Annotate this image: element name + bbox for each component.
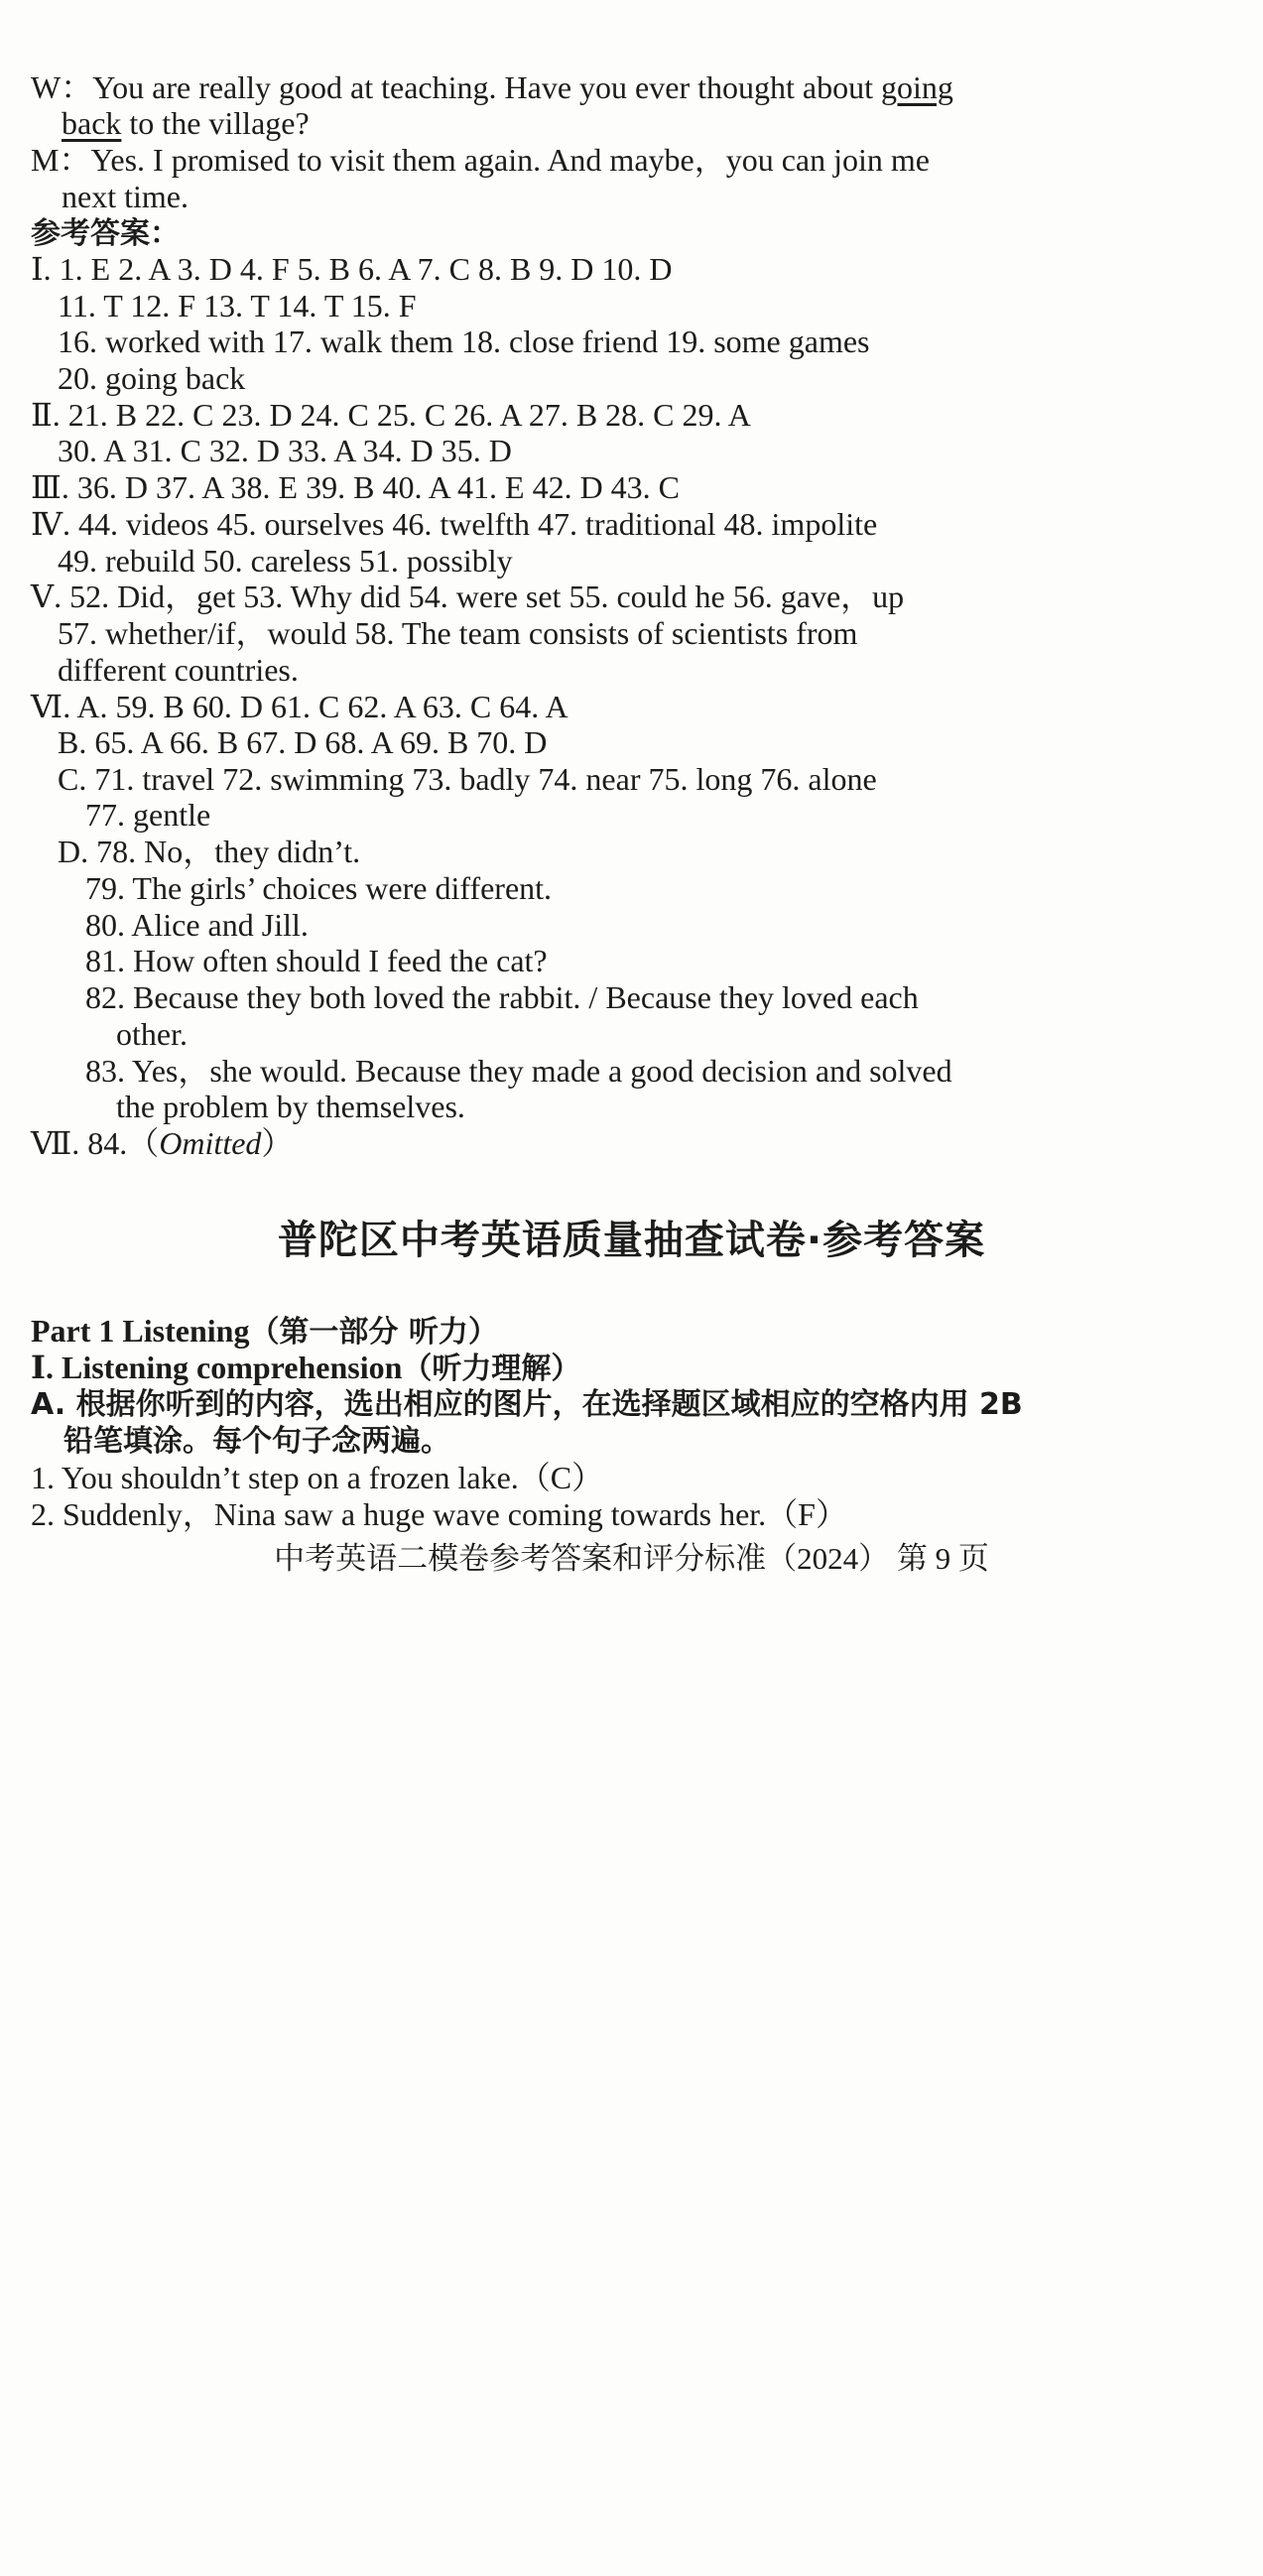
answer-line: Ⅱ. 21. B 22. C 23. D 24. C 25. C 26. A 27. B 28. C 29. A [31,397,751,433]
answer-line: C. 71. travel 72. swimming 73. badly 74. near 75. long 76. alone [58,761,877,797]
part1-cn: （第一部分 听力） [249,1315,498,1350]
section-title: 普陀区中考英语质量抽查试卷·参考答案 [277,1218,986,1263]
answer-line: Ⅲ. 36. D 37. A 38. E 39. B 40. A 41. E 42. D 43. C [31,469,681,505]
dialogue-text: Yes. I promised to visit them again. And maybe，you can join me [90,142,931,178]
answer-line: D. 78. No，they didn’t. [58,834,361,869]
listening-item: 2. Suddenly，Nina saw a huge wave coming towards her.（F） [31,1496,847,1532]
answer-line: Ⅴ. 52. Did，get 53. Why did 54. were set 55. could he 56. gave，up [31,579,905,614]
part1-subheading [31,1348,580,1389]
answer-line: 30. A 31. C 32. D 33. A 34. D 35. D [58,433,512,468]
listening-item: 1. You shouldn’t step on a frozen lake.（C） [31,1460,604,1495]
answer-line: 57. whether/if，would 58. The team consists of scientists from [58,615,858,651]
answer-line: Ⅰ. 1. E 2. A 3. D 4. F 5. B 6. A 7. C 8. B 9. D 10. D [31,251,673,287]
answer-line: Ⅳ. 44. videos 45. ourselves 46. twelfth 47. traditional 48. impolite [31,506,878,542]
instruction-a-line-2: 铅笔填涂。每个句子念两遍。 [63,1424,450,1459]
dialogue-m-line-2: next time. [62,179,189,214]
part1-sub-label: Ⅰ. Listening comprehension [31,1350,403,1385]
answer-line: 77. gentle [85,797,211,833]
answer-line: 49. rebuild 50. careless 51. possibly [58,543,513,579]
dialogue-w-line-1 [31,67,953,107]
underlined-word: back [62,105,122,141]
answer-line: other. [116,1016,188,1052]
dialogue-m-line-1 [31,140,930,180]
answer-line: 82. Because they both loved the rabbit. / Because they loved each [85,979,919,1015]
part1-label: Part 1 Listening [31,1313,250,1349]
part1-heading [31,1311,498,1352]
answer-line: different countries. [58,652,299,688]
omitted-word: Omitted [159,1125,262,1161]
speaker-m: M： [31,142,91,178]
answer-line: 83. Yes，she would. Because they made a good decision and solved [85,1053,952,1089]
underlined-word: going [880,69,953,105]
part1-sub-cn: （听力理解） [402,1352,581,1386]
answer-line-omitted [31,1123,293,1163]
answer-line: 11. T 12. F 13. T 14. T 15. F [58,288,417,323]
page-footer: 中考英语二模卷参考答案和评分标准（2024） 第 9 页 [274,1541,989,1576]
answer-line: 20. going back [58,360,246,396]
answer-line: 81. How often should I feed the cat? [85,943,548,978]
answer-line: 16. worked with 17. walk them 18. close friend 19. some games [58,323,870,359]
dialogue-w-line-2 [62,103,310,143]
dialogue-text: You are really good at teaching. Have you ever thought about [92,69,881,105]
answer-line: 79. The girls’ choices were different. [85,870,553,906]
answer-line: 80. Alice and Jill. [85,907,309,943]
answer-line: B. 65. A 66. B 67. D 68. A 69. B 70. D [58,724,548,760]
instruction-a-line-1: A. 根据你听到的内容，选出相应的图片，在选择题区域相应的空格内用 2B [31,1387,1023,1422]
answer-line: Ⅵ. A. 59. B 60. D 61. C 62. A 63. C 64. A [31,689,568,724]
answer-line: the problem by themselves. [116,1089,465,1124]
omitted-suffix: ） [261,1125,294,1161]
dialogue-text: to the village? [121,105,310,141]
speaker-w: W： [31,69,93,105]
omitted-prefix: Ⅶ. 84.（ [31,1125,160,1161]
answers-heading: 参考答案： [31,216,180,251]
